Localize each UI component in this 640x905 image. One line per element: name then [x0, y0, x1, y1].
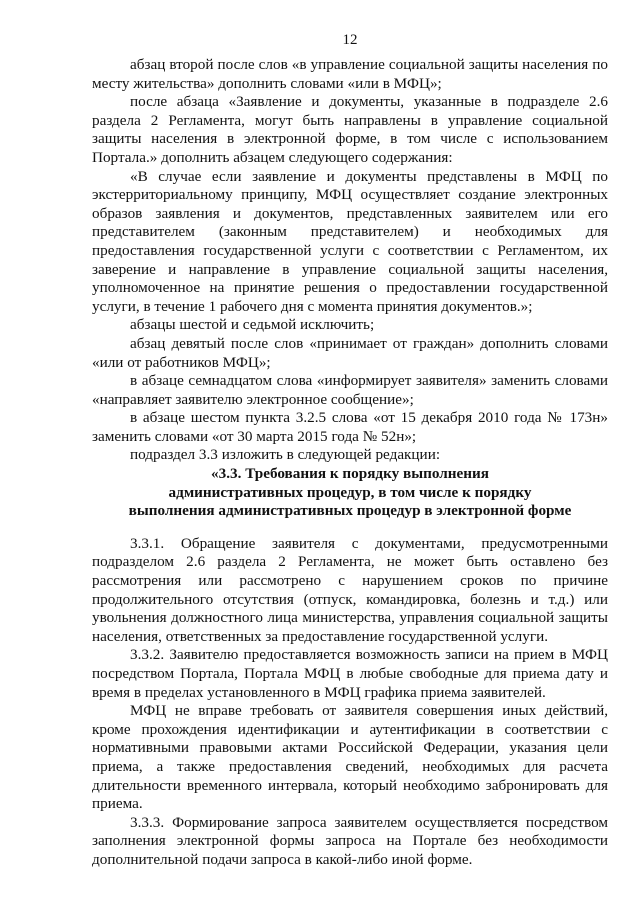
paragraph: «В случае если заявление и документы представлены в МФЦ по экстерриториальному принципу, МФЦ осуществляет создание электронных образов заявления и документов, представленных заявителем или его представителем (законным представителем) и необходимых для предоставления государственной услуги с соответствии с Регламентом, их заверение и направление в управление социальной защиты населения, уполномоченное на принятие решения о предоставлении государственной услуги, в течение 1 рабочего дня с момента принятия документов.»; — [92, 167, 608, 315]
heading-line: «3.3. Требования к порядку выполнения — [211, 465, 489, 483]
paragraph: подраздел 3.3 изложить в следующей редакции: — [130, 446, 441, 464]
paragraph: в абзаце шестом пункта 3.2.5 слова «от 15 декабря 2010 года № 173н» заменить словами «от 30 марта 2015 года № 52н»; — [92, 409, 608, 445]
paragraph: после абзаца «Заявление и документы, указанные в подразделе 2.6 раздела 2 Регламента, могут быть направлены в управление социальной защиты населения в электронной форме, в том числе с использованием Портала.» дополнить абзацем следующего содержания: — [92, 93, 608, 166]
paragraph: абзацы шестой и седьмой исключить; — [130, 316, 375, 334]
paragraph: МФЦ не вправе требовать от заявителя совершения иных действий, кроме прохождения идентификации и аутентификации в соответствии с нормативными правовыми актами Российской Федерации, указания цели приема, а также предоставления сведений, необходимых для расчета длительности временного интервала, который необходимо забронировать для приема. — [92, 702, 608, 813]
paragraph: абзац девятый после слов «принимает от граждан» дополнить словами «или от работников МФЦ»; — [92, 334, 608, 371]
paragraph: в абзаце семнадцатом слова «информирует заявителя» заменить словами «направляет заявителю электронное сообщение»; — [92, 372, 608, 408]
paragraph: 3.3.3. Формирование запроса заявителем осуществляется посредством заполнения электронной формы запроса на Портале без необходимости дополнительной подачи запроса в какой-либо иной форме. — [92, 813, 608, 868]
section-heading — [92, 465, 608, 521]
page-number: 12 — [342, 32, 358, 48]
heading-line: выполнения административных процедур в электронной форме — [128, 502, 572, 520]
paragraph: абзац второй после слов «в управление социальной защиты населения по месту жительства» дополнить словами «или в МФЦ»; — [92, 56, 608, 92]
paragraph: 3.3.2. Заявителю предоставляется возможность записи на прием в МФЦ посредством Портала, Портала МФЦ в любые свободные для приема дату и время в пределах установленного в МФЦ графика приема заявителей. — [92, 646, 608, 701]
heading-line: административных процедур, в том числе к порядку — [168, 483, 532, 501]
paragraph: 3.3.1. Обращение заявителя с документами, предусмотренными подразделом 2.6 раздела 2 Регламента, не может быть оставлено без рассмотрения или рассмотрено с нарушением сроков по причине продолжительного отсутствия (отпуск, командировка, болезнь и т.д.) или увольнения должностного лица министерства, управления социальной защиты населения, ответственных за предоставление государственной услуги. — [92, 534, 608, 645]
